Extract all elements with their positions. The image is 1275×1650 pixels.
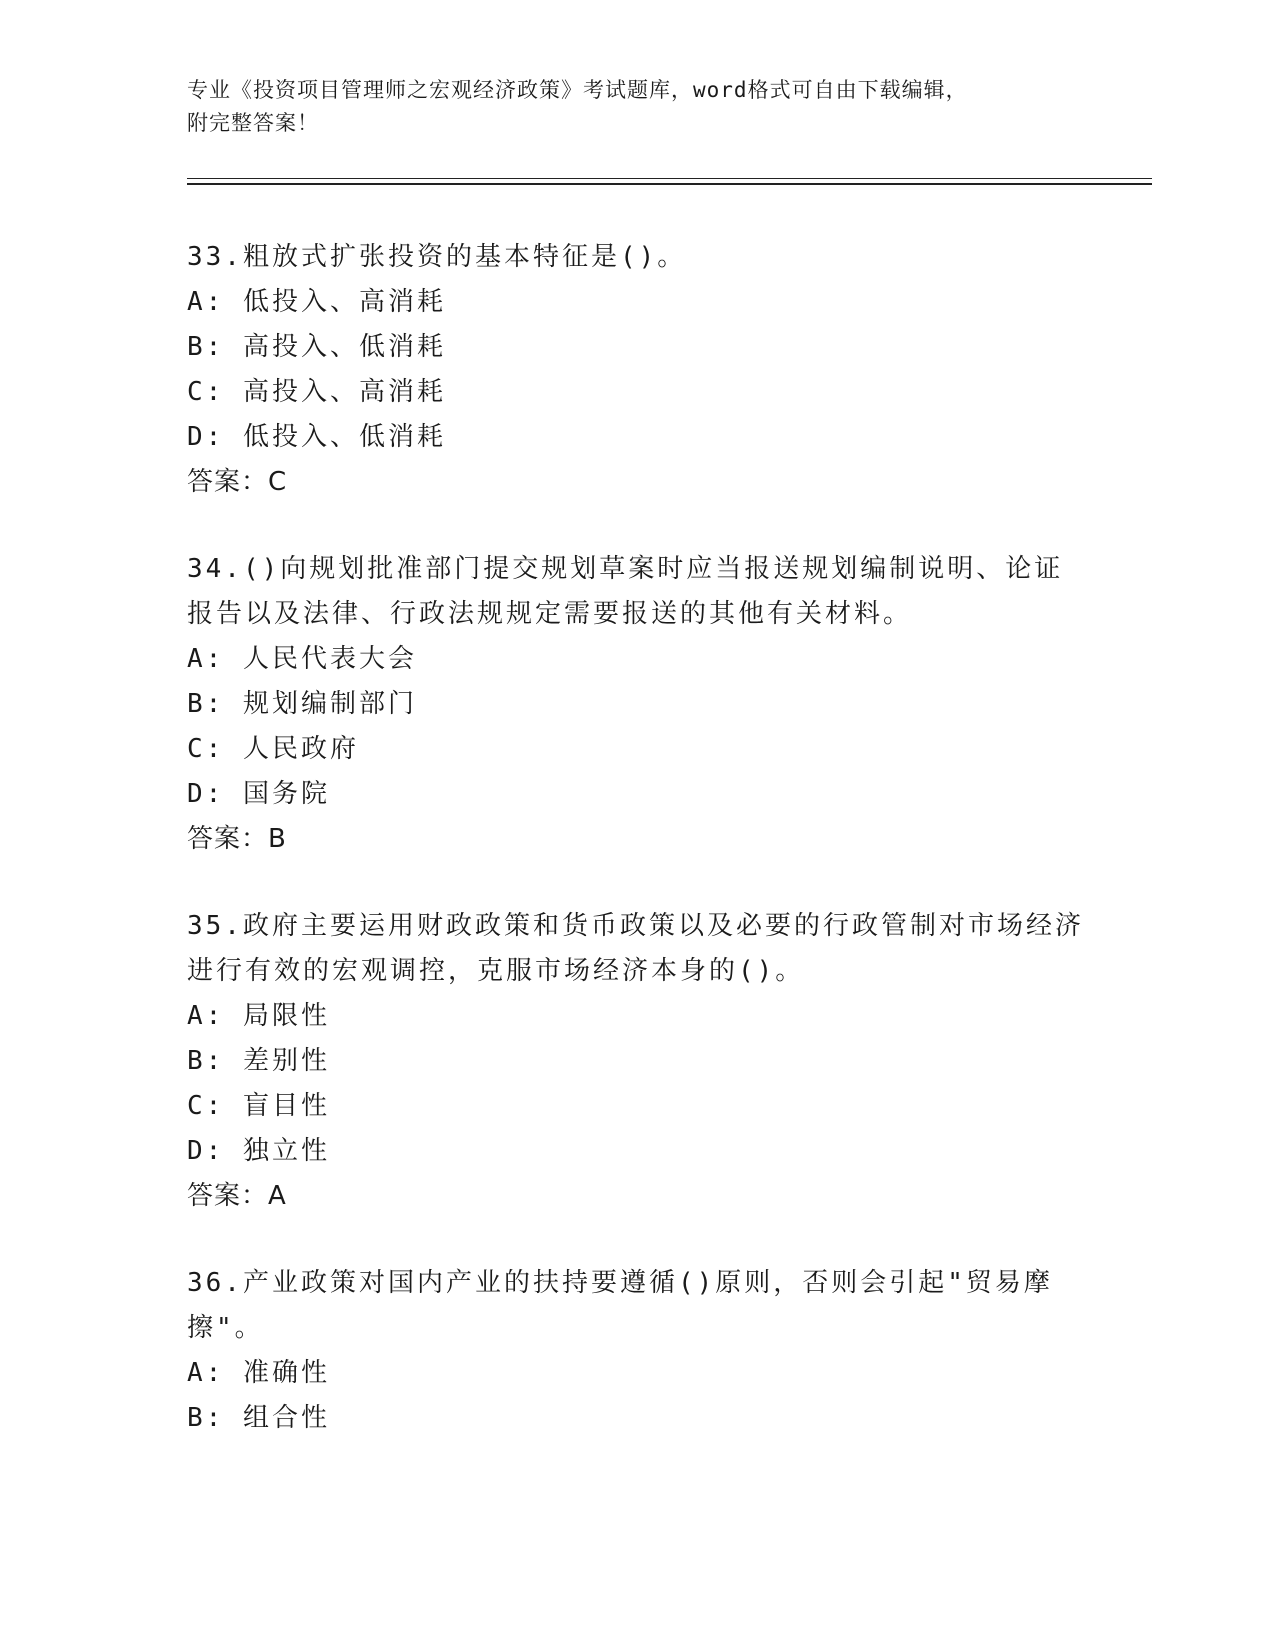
option-d: D: 独立性 bbox=[187, 1136, 330, 1166]
answer: 答案：A bbox=[187, 1181, 287, 1211]
option-a: A: 人民代表大会 bbox=[187, 644, 417, 674]
option-a: A: 准确性 bbox=[187, 1358, 330, 1388]
option-b: B: 高投入、低消耗 bbox=[187, 332, 446, 362]
option-b: B: 规划编制部门 bbox=[187, 689, 417, 719]
question-34 bbox=[187, 547, 1087, 862]
option-c: C: 人民政府 bbox=[187, 734, 359, 764]
question-stem: 33.粗放式扩张投资的基本特征是()。 bbox=[187, 242, 687, 272]
question-stem: 36.产业政策对国内产业的扶持要遵循()原则，否则会引起"贸易摩擦"。 bbox=[187, 1268, 1053, 1343]
option-a: A: 局限性 bbox=[187, 1001, 330, 1031]
question-stem: 35.政府主要运用财政政策和货币政策以及必要的行政管制对市场经济进行有效的宏观调控，克服市场经济本身的()。 bbox=[187, 911, 1084, 986]
option-c: C: 盲目性 bbox=[187, 1091, 330, 1121]
option-a: A: 低投入、高消耗 bbox=[187, 287, 446, 317]
header-divider-thin bbox=[187, 178, 1152, 179]
option-d: D: 国务院 bbox=[187, 779, 330, 809]
question-36 bbox=[187, 1261, 1087, 1441]
answer: 答案：C bbox=[187, 467, 288, 497]
answer: 答案：B bbox=[187, 824, 287, 854]
header-divider-thick bbox=[187, 183, 1152, 185]
question-33 bbox=[187, 235, 1087, 505]
header-line-2: 附完整答案！ bbox=[187, 111, 319, 135]
header-line-1: 专业《投资项目管理师之宏观经济政策》考试题库，word格式可自由下载编辑， bbox=[187, 78, 968, 102]
document-header bbox=[187, 74, 1087, 140]
question-list bbox=[187, 235, 1087, 1483]
question-stem: 34.()向规划批准部门提交规划草案时应当报送规划编制说明、论证报告以及法律、行政法规规定需要报送的其他有关材料。 bbox=[187, 554, 1064, 629]
option-c: C: 高投入、高消耗 bbox=[187, 377, 446, 407]
option-d: D: 低投入、低消耗 bbox=[187, 422, 446, 452]
option-b: B: 差别性 bbox=[187, 1046, 330, 1076]
option-b: B: 组合性 bbox=[187, 1403, 330, 1433]
question-35 bbox=[187, 904, 1087, 1219]
